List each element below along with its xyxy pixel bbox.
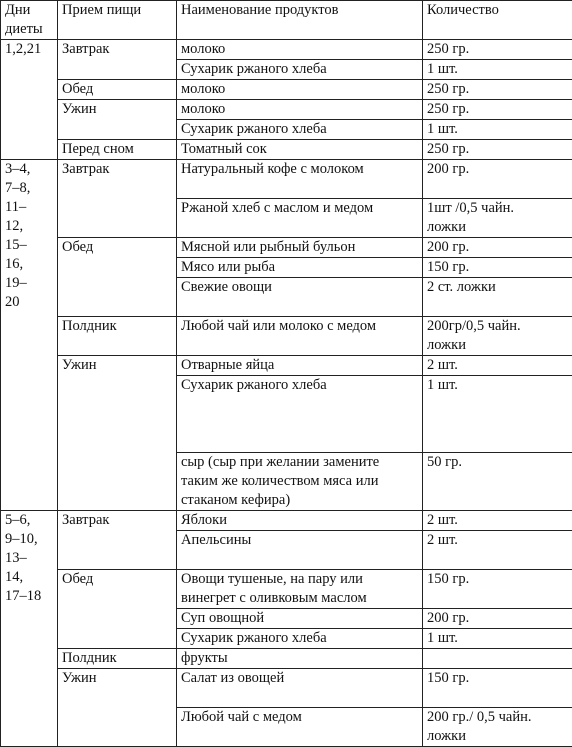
product-cell: Суп овощной [177, 609, 423, 629]
quantity-cell: 250 гр. [423, 40, 572, 60]
product-cell: Апельсины [177, 531, 423, 570]
quantity-cell: 200 гр./ 0,5 чайн. ложки [423, 708, 572, 747]
header-row [1, 1, 572, 40]
product-cell: Сухарик ржаного хлеба [177, 60, 423, 80]
quantity-cell: 200 гр. [423, 238, 572, 258]
diet-table-body [1, 40, 572, 747]
product-cell: Томатный сок [177, 140, 423, 160]
table-row [1, 238, 572, 258]
meal-cell: Перед сном [58, 140, 177, 160]
table-row [1, 140, 572, 160]
header-quantity: Количество [423, 1, 572, 40]
quantity-cell [423, 649, 572, 669]
product-cell: Салат из овощей [177, 669, 423, 708]
meal-cell: Завтрак [58, 40, 177, 80]
quantity-cell: 1 шт. [423, 629, 572, 649]
header-days: Дни диеты [1, 1, 58, 40]
table-row [1, 649, 572, 669]
table-row [1, 511, 572, 531]
meal-cell: Ужин [58, 356, 177, 511]
product-cell: сыр (сыр при желании замените таким же количеством мяса или стаканом кефира) [177, 453, 423, 511]
meal-cell: Обед [58, 238, 177, 317]
product-cell: молоко [177, 40, 423, 60]
product-cell: Отварные яйца [177, 356, 423, 376]
meal-cell: Обед [58, 80, 177, 100]
meal-cell: Ужин [58, 669, 177, 747]
quantity-cell: 2 шт. [423, 531, 572, 570]
table-row [1, 669, 572, 708]
quantity-cell: 250 гр. [423, 100, 572, 120]
meal-cell: Завтрак [58, 511, 177, 570]
product-cell: Ржаной хлеб с маслом и медом [177, 199, 423, 238]
product-cell: Любой чай с медом [177, 708, 423, 747]
product-cell: Мясо или рыба [177, 258, 423, 278]
quantity-cell: 150 гр. [423, 258, 572, 278]
meal-cell: Полдник [58, 649, 177, 669]
quantity-cell: 150 гр. [423, 570, 572, 609]
table-row [1, 80, 572, 100]
quantity-cell: 1 шт. [423, 60, 572, 80]
product-cell: Сухарик ржаного хлеба [177, 376, 423, 453]
quantity-cell: 200 гр. [423, 160, 572, 199]
quantity-cell: 50 гр. [423, 453, 572, 511]
quantity-cell: 200гр/0,5 чайн. ложки [423, 317, 572, 356]
quantity-cell: 2 ст. ложки [423, 278, 572, 317]
day-range-cell: 5–6, 9–10, 13– 14, 17–18 [1, 511, 58, 747]
quantity-cell: 2 шт. [423, 511, 572, 531]
meal-cell: Полдник [58, 317, 177, 356]
quantity-cell: 1 шт. [423, 376, 572, 453]
header-meal: Прием пищи [58, 1, 177, 40]
header-product: Наименование продуктов [177, 1, 423, 40]
product-cell: Мясной или рыбный бульон [177, 238, 423, 258]
day-range-cell: 1,2,21 [1, 40, 58, 160]
quantity-cell: 2 шт. [423, 356, 572, 376]
day-range-cell: 3–4, 7–8, 11– 12, 15– 16, 19– 20 [1, 160, 58, 511]
product-cell: Сухарик ржаного хлеба [177, 629, 423, 649]
product-cell: Овощи тушеные, на пару или винегрет с оливковым маслом [177, 570, 423, 609]
meal-cell: Завтрак [58, 160, 177, 238]
meal-cell: Ужин [58, 100, 177, 140]
quantity-cell: 1 шт. [423, 120, 572, 140]
product-cell: фрукты [177, 649, 423, 669]
table-row [1, 160, 572, 199]
product-cell: молоко [177, 80, 423, 100]
meal-cell: Обед [58, 570, 177, 649]
product-cell: Яблоки [177, 511, 423, 531]
product-cell: Свежие овощи [177, 278, 423, 317]
product-cell: Сухарик ржаного хлеба [177, 120, 423, 140]
quantity-cell: 200 гр. [423, 609, 572, 629]
quantity-cell: 1шт /0,5 чайн. ложки [423, 199, 572, 238]
table-row [1, 570, 572, 609]
table-row [1, 100, 572, 120]
quantity-cell: 250 гр. [423, 80, 572, 100]
quantity-cell: 150 гр. [423, 669, 572, 708]
table-row [1, 317, 572, 356]
table-row [1, 40, 572, 60]
product-cell: молоко [177, 100, 423, 120]
product-cell: Натуральный кофе с молоком [177, 160, 423, 199]
product-cell: Любой чай или молоко с медом [177, 317, 423, 356]
table-row [1, 356, 572, 376]
quantity-cell: 250 гр. [423, 140, 572, 160]
